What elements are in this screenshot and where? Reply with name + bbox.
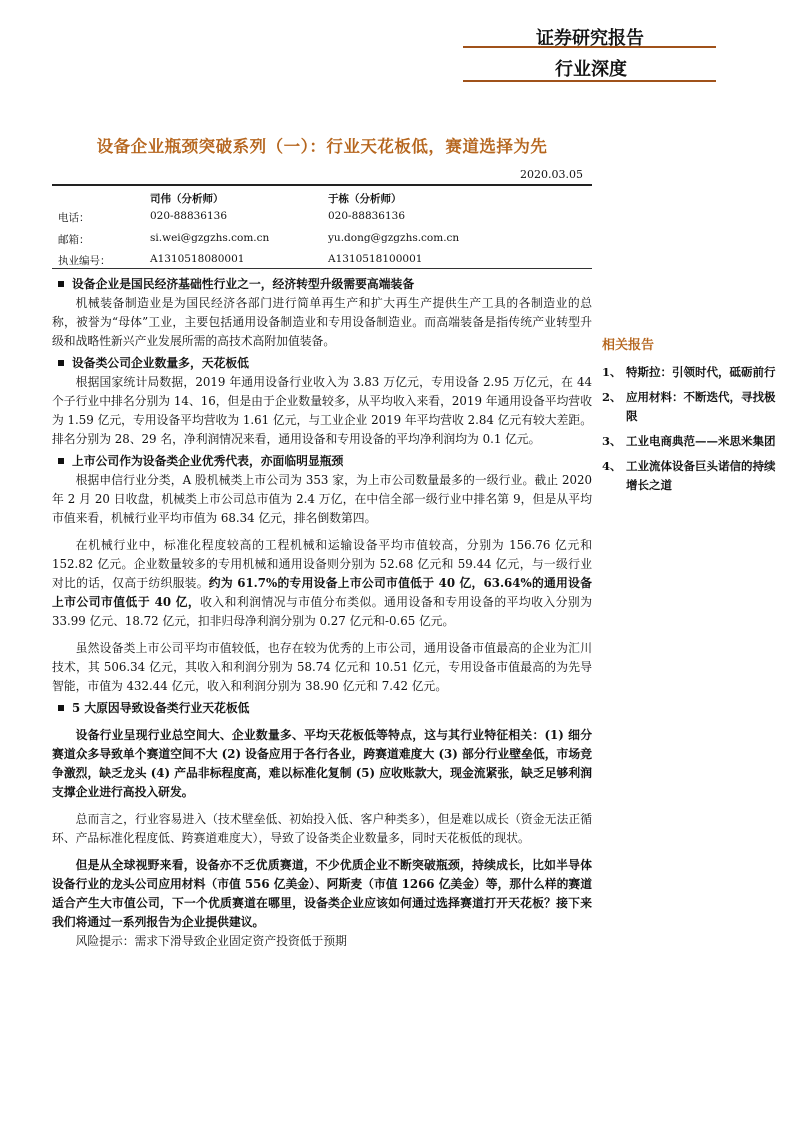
analyst1-phone: 020-88836136 xyxy=(150,210,228,222)
related-report-text: 应用材料：不断迭代，寻找极限 xyxy=(626,390,776,423)
paragraph-3: 根据申信行业分类，A 股机械类上市公司为 353 家，为上市公司数量最多的一级行业。截止 2020 年 2 月 20 日收盘，机械类上市公司总市值为 2.4 万亿，在中信全部一级行业中排名第 9，但是从平均市值来看，机械行业平均市值为 68.34 亿元，排名倒数第四。 xyxy=(52,473,592,525)
bullet-square-icon xyxy=(58,360,64,366)
analyst2-name: 于栋（分析师） xyxy=(328,193,402,205)
related-report-item[interactable] xyxy=(602,363,777,382)
related-report-item[interactable] xyxy=(602,432,777,451)
related-report-item[interactable] xyxy=(602,457,777,495)
bullet-square-icon xyxy=(58,281,64,287)
bullet-square-icon xyxy=(58,458,64,464)
paragraph-6: 设备行业呈现行业总空间大、企业数量多、平均天花板低等特点，这与其行业特征相关：(1) 细分赛道众多导致单个赛道空间不大 (2) 设备应用于各行各业，跨赛道难度大 (3) 部分行业壁垒低，市场竞争激烈，缺乏龙头 (4) 产品非标程度高，难以标准化复制 (5) 应收账款大，现金流紧张，缺乏足够利润支撑企业进行高投入研发。 xyxy=(52,728,592,799)
report-type: 证券研究报告 xyxy=(536,28,644,49)
related-report-text: 工业流体设备巨头诺信的持续增长之道 xyxy=(626,459,776,492)
phone-label: 电话： xyxy=(58,212,90,224)
related-report-text: 特斯拉：引领时代，砥砺前行 xyxy=(626,365,776,379)
email-label: 邮箱： xyxy=(58,234,90,246)
section-heading-2: 设备类公司企业数量多，天花板低 xyxy=(52,354,592,373)
analyst1-name: 司伟（分析师） xyxy=(150,193,224,205)
analyst1-license: A1310518080001 xyxy=(150,253,245,265)
paragraph-5: 虽然设备类上市公司平均市值较低，也存在较为优秀的上市公司，通用设备市值最高的企业为汇川技术，其 506.34 亿元，其收入和利润分别为 58.74 亿元和 10.51 亿元，专用设备市值最高的为先导智能，市值为 432.44 亿元，收入和利润分别为 38.90 亿元和 7.42 亿元。 xyxy=(52,641,592,693)
report-date: 2020.03.05 xyxy=(520,168,583,181)
paragraph-1: 机械装备制造业是为国民经济各部门进行简单再生产和扩大再生产提供生产工具的各制造业的总称，被誉为“母体”工业，主要包括通用设备制造业和专用设备制造业。而高端装备是指传统产业转型升级和战略性新兴产业发展所需的高技术高附加值装备。 xyxy=(52,296,592,348)
related-report-number: 3、 xyxy=(602,434,622,448)
header-rule-bottom xyxy=(463,80,716,82)
analyst2-license: A1310518100001 xyxy=(328,253,423,265)
analyst1-email[interactable]: si.wei@gzgzhs.com.cn xyxy=(150,232,270,244)
related-reports-title: 相关报告 xyxy=(602,338,655,353)
bullet-square-icon xyxy=(58,705,64,711)
license-label: 执业编号： xyxy=(58,255,111,267)
report-category: 行业深度 xyxy=(555,59,627,80)
section-heading-1: 设备企业是国民经济基础性行业之一，经济转型升级需要高端装备 xyxy=(52,275,592,294)
paragraph-2: 根据国家统计局数据，2019 年通用设备行业收入为 3.83 万亿元，专用设备 2.95 万亿元，在 44 个子行业中排名分别为 14、16，但是由于企业数量较多，从平均收入来看，2019 年通用设备平均营收为 1.59 亿元，专用设备平均营收为 1.61 亿元，与工业企业 2019 年平均营收 2.84 亿元有较大差距。排名分别为 28、29 名，净利润情况来看，通用设备和专用设备的平均净利润均为 0.1 亿元。 xyxy=(52,375,592,446)
related-report-item[interactable] xyxy=(602,388,777,426)
section-heading-4: 5 大原因导致设备类行业天花板低 xyxy=(52,699,592,718)
info-rule-top xyxy=(52,184,592,186)
analyst2-email[interactable]: yu.dong@gzgzhs.com.cn xyxy=(328,232,460,244)
paragraph-8: 但是从全球视野来看，设备亦不乏优质赛道，不少优质企业不断突破瓶颈，持续成长，比如半导体设备行业的龙头公司应用材料（市值 556 亿美金）、阿斯麦（市值 1266 亿美金）等，那什么样的赛道适合产生大市值公司，下一个优质赛道在哪里，设备类企业应该如何通过选择赛道打开天花板？接下来我们将通过一系列报告为企业提供建议。 xyxy=(52,858,592,929)
related-report-number: 1、 xyxy=(602,365,622,379)
related-report-text: 工业电商典范——米思米集团 xyxy=(626,434,776,448)
report-body xyxy=(52,272,592,951)
info-rule-bottom xyxy=(52,268,592,269)
analyst2-phone: 020-88836136 xyxy=(328,210,406,222)
section-heading-3: 上市公司作为设备类企业优秀代表，亦面临明显瓶颈 xyxy=(52,452,592,471)
related-report-number: 2、 xyxy=(602,390,622,404)
related-report-number: 4、 xyxy=(602,459,622,473)
risk-note: 风险提示：需求下滑导致企业固定资产投资低于预期 xyxy=(75,934,347,948)
related-reports xyxy=(602,334,777,501)
paragraph-4: 在机械行业中，标准化程度较高的工程机械和运输设备平均市值较高，分别为 156.76 亿元和 152.82 亿元。企业数量较多的专用机械和通用设备则分别为 52.68 亿元和 59.44 亿元，与一级行业对比的话，仅高于纺织服装。约为 61.7%的专用设备上市公司市值低于 40 亿，63.64%的通用设备上市公司市值低于 40 亿，收入和利润情况与市值分布类似。通用设备和专用设备的平均收入分别为 33.99 亿元、18.72 亿元，扣非归母净利润分别为 0.27 亿元和-0.65 亿元。 xyxy=(52,538,592,628)
paragraph-7: 总而言之，行业容易进入（技术壁垒低、初始投入低、客户种类多），但是难以成长（资金无法正循环、产品标准化程度低、跨赛道难度大），导致了设备类企业数量多，同时天花板低的现状。 xyxy=(52,812,592,845)
report-title: 设备企业瓶颈突破系列（一）：行业天花板低，赛道选择为先 xyxy=(96,137,548,156)
